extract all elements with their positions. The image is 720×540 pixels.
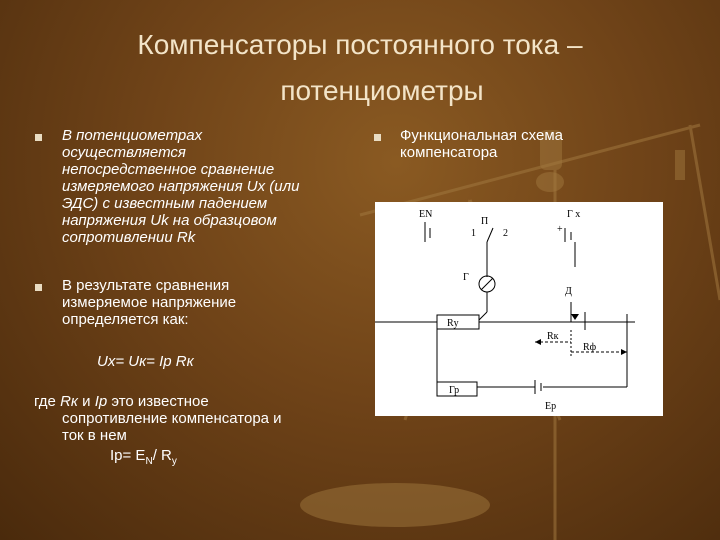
label-1: 1 xyxy=(471,228,476,239)
note-line-2: сопротивление компенсатора и xyxy=(62,410,282,427)
text-line: В потенциометрах xyxy=(62,127,203,144)
label-rk: Rк xyxy=(547,331,559,342)
ip-formula: $Iр= E_N/$ $R_у$ xyxy=(110,447,177,467)
label-g: Г xyxy=(463,272,469,283)
text-line: осуществляется xyxy=(62,144,186,161)
label-ep: Eр xyxy=(545,401,557,412)
bullet-text-result xyxy=(62,277,236,328)
label-ry: Rу xyxy=(447,318,459,329)
label-d: Д xyxy=(565,286,572,297)
note-line-1: где Rк и Iр это известное xyxy=(34,393,209,410)
text-line: определяется как: xyxy=(62,311,189,328)
text-line: компенсатора xyxy=(400,144,498,161)
text-line: измеряемое напряжение xyxy=(62,294,237,311)
slide-title xyxy=(0,22,720,114)
bullet-marker xyxy=(374,134,381,141)
label-2: 2 xyxy=(503,228,508,239)
circuit-svg xyxy=(375,202,663,416)
bullet-text-functional-scheme xyxy=(400,127,563,161)
text-line: непосредственное сравнение xyxy=(62,161,275,178)
text-line: ЭДС) с известным падением xyxy=(62,195,268,212)
text-line: сопротивлении Rk xyxy=(62,229,196,246)
compensator-circuit-diagram xyxy=(375,202,663,416)
bullet-marker xyxy=(35,134,42,141)
label-gx: Г x xyxy=(567,209,581,220)
text-line: В результате сравнения xyxy=(62,277,230,294)
label-gp: Гр xyxy=(449,385,460,396)
label-en: EN xyxy=(419,209,433,220)
bullet-text-comparison xyxy=(62,127,299,246)
label-p: П xyxy=(481,216,489,227)
note-known-resistance xyxy=(34,393,282,470)
label-rf: Rф xyxy=(583,342,597,353)
title-line-1: Компенсаторы постоянного тока – xyxy=(137,29,583,60)
title-line-2: потенциометры xyxy=(280,75,484,106)
label-plus: + xyxy=(557,224,563,235)
bullet-marker xyxy=(35,284,42,291)
formula-ux: Ux= Uк= Ip Rк xyxy=(97,353,194,370)
text-line: измеряемого напряжения Ux (или xyxy=(62,178,300,195)
text-line: Функциональная схема xyxy=(400,127,564,144)
note-line-3: ток в нем xyxy=(62,427,127,444)
text-line: напряжения Uk на образцовом xyxy=(62,212,277,229)
